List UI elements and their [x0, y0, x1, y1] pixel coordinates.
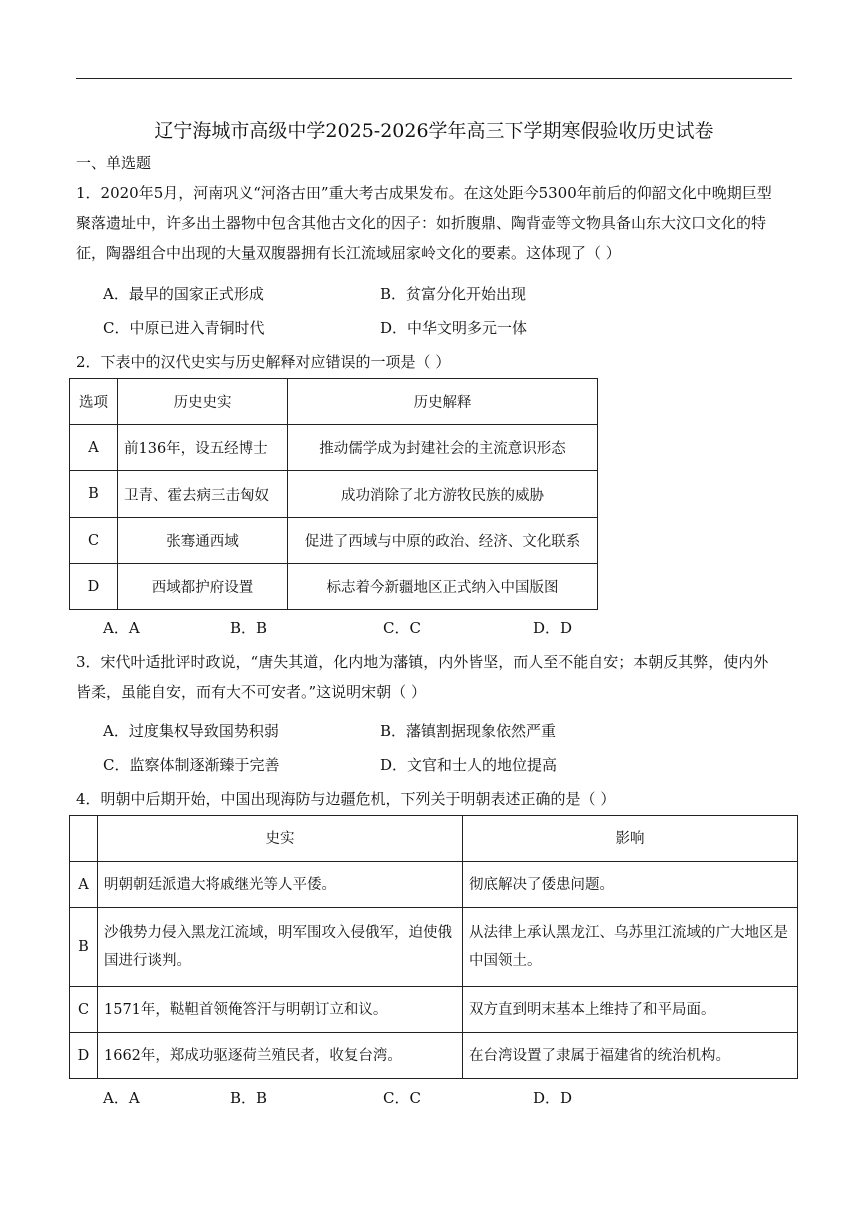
question-1-line: 聚落遗址中，许多出土器物中包含其他古文化的因子：如折腹鼎、陶背壶等文物具备山东大汶口文化的特: [76, 214, 767, 232]
question-3-line: 皆柔，虽能自安，而有大不可安者。”这说明宋朝（ ）: [76, 683, 426, 701]
question-3-stem: [76, 647, 792, 707]
table-row: [70, 987, 798, 1033]
table-cell: 1662年，郑成功驱逐荷兰殖民者，收复台湾。: [98, 1033, 463, 1079]
table-cell: D: [70, 1033, 98, 1079]
question-4-table: [69, 815, 798, 1079]
table-header-cell: 历史解释: [288, 379, 598, 425]
header-rule: [76, 78, 792, 79]
table-header-cell: [70, 816, 98, 862]
table-row: [70, 862, 798, 908]
table-cell: 1571年，鞑靼首领俺答汗与明朝订立和议。: [98, 987, 463, 1033]
q3-option-d[interactable]: D．文官和士人的地位提高: [380, 756, 558, 774]
question-2-stem: 2．下表中的汉代史实与历史解释对应错误的一项是（ ）: [76, 353, 451, 371]
q4-option-c[interactable]: C．C: [383, 1089, 421, 1107]
question-1-line: 1．2020年5月，河南巩义“河洛古田”重大考古成果发布。在这处距今5300年前后的仰韶文化中晚期巨型: [76, 184, 772, 202]
section-heading: 一、单选题: [76, 154, 152, 172]
table-row: [70, 908, 798, 987]
table-cell: 明朝朝廷派遣大将戚继光等人平倭。: [98, 862, 463, 908]
q1-option-a[interactable]: A．最早的国家正式形成: [103, 285, 264, 303]
table-row: [70, 518, 598, 564]
table-cell: 沙俄势力侵入黑龙江流域，明军围攻入侵俄军，迫使俄国进行谈判。: [98, 908, 463, 987]
q4-option-b[interactable]: B．B: [230, 1089, 268, 1107]
table-header-cell: 影响: [463, 816, 798, 862]
table-cell: 西域都护府设置: [118, 564, 288, 610]
question-3-line: 3．宋代叶适批评时政说，“唐失其道，化内地为藩镇，内外皆坚，而人至不能自安；本朝反其弊，使内外: [76, 653, 769, 671]
table-cell: 标志着今新疆地区正式纳入中国版图: [288, 564, 598, 610]
table-cell: D: [70, 564, 118, 610]
table-cell: A: [70, 425, 118, 471]
q3-option-b[interactable]: B．藩镇割据现象依然严重: [380, 722, 557, 740]
table-row: [70, 1033, 798, 1079]
table-cell: 促进了西域与中原的政治、经济、文化联系: [288, 518, 598, 564]
table-cell: 在台湾设置了隶属于福建省的统治机构。: [463, 1033, 798, 1079]
q3-option-a[interactable]: A．过度集权导致国势积弱: [103, 722, 279, 740]
table-header-cell: 史实: [98, 816, 463, 862]
table-cell: 从法律上承认黑龙江、乌苏里江流域的广大地区是中国领土。: [463, 908, 798, 987]
table-header-cell: 历史史实: [118, 379, 288, 425]
table-cell: C: [70, 987, 98, 1033]
q2-option-a[interactable]: A．A: [103, 619, 140, 637]
question-2-table: [69, 378, 598, 610]
table-cell: B: [70, 471, 118, 518]
table-cell: 卫青、霍去病三击匈奴: [118, 471, 288, 518]
q3-option-c[interactable]: C．监察体制逐渐臻于完善: [103, 756, 280, 774]
q2-option-d[interactable]: D．D: [533, 619, 573, 637]
table-cell: A: [70, 862, 98, 908]
question-4-stem: 4．明朝中后期开始，中国出现海防与边疆危机，下列关于明朝表述正确的是（ ）: [76, 790, 616, 808]
table-cell: 推动儒学成为封建社会的主流意识形态: [288, 425, 598, 471]
question-1-stem: [76, 178, 792, 268]
q4-option-d[interactable]: D．D: [533, 1089, 573, 1107]
q1-option-d[interactable]: D．中华文明多元一体: [380, 319, 528, 337]
q1-option-c[interactable]: C．中原已进入青铜时代: [103, 319, 265, 337]
table-cell: C: [70, 518, 118, 564]
table-cell: 张骞通西域: [118, 518, 288, 564]
table-cell: 双方直到明末基本上维持了和平局面。: [463, 987, 798, 1033]
question-1-line: 征，陶器组合中出现的大量双腹器拥有长江流域屈家岭文化的要素。这体现了（ ）: [76, 244, 621, 262]
q2-option-c[interactable]: C．C: [383, 619, 421, 637]
table-row: [70, 471, 598, 518]
table-row: [70, 425, 598, 471]
table-header-cell: 选项: [70, 379, 118, 425]
table-cell: B: [70, 908, 98, 987]
table-header-row: [70, 379, 598, 425]
page-title: 辽宁海城市高级中学2025-2026学年高三下学期寒假验收历史试卷: [154, 120, 714, 142]
q1-option-b[interactable]: B．贫富分化开始出现: [380, 285, 527, 303]
table-cell: 成功消除了北方游牧民族的威胁: [288, 471, 598, 518]
table-cell: 彻底解决了倭患问题。: [463, 862, 798, 908]
table-cell: 前136年，设五经博士: [118, 425, 288, 471]
q2-option-b[interactable]: B．B: [230, 619, 268, 637]
q4-option-a[interactable]: A．A: [103, 1089, 140, 1107]
table-header-row: [70, 816, 798, 862]
table-row: [70, 564, 598, 610]
